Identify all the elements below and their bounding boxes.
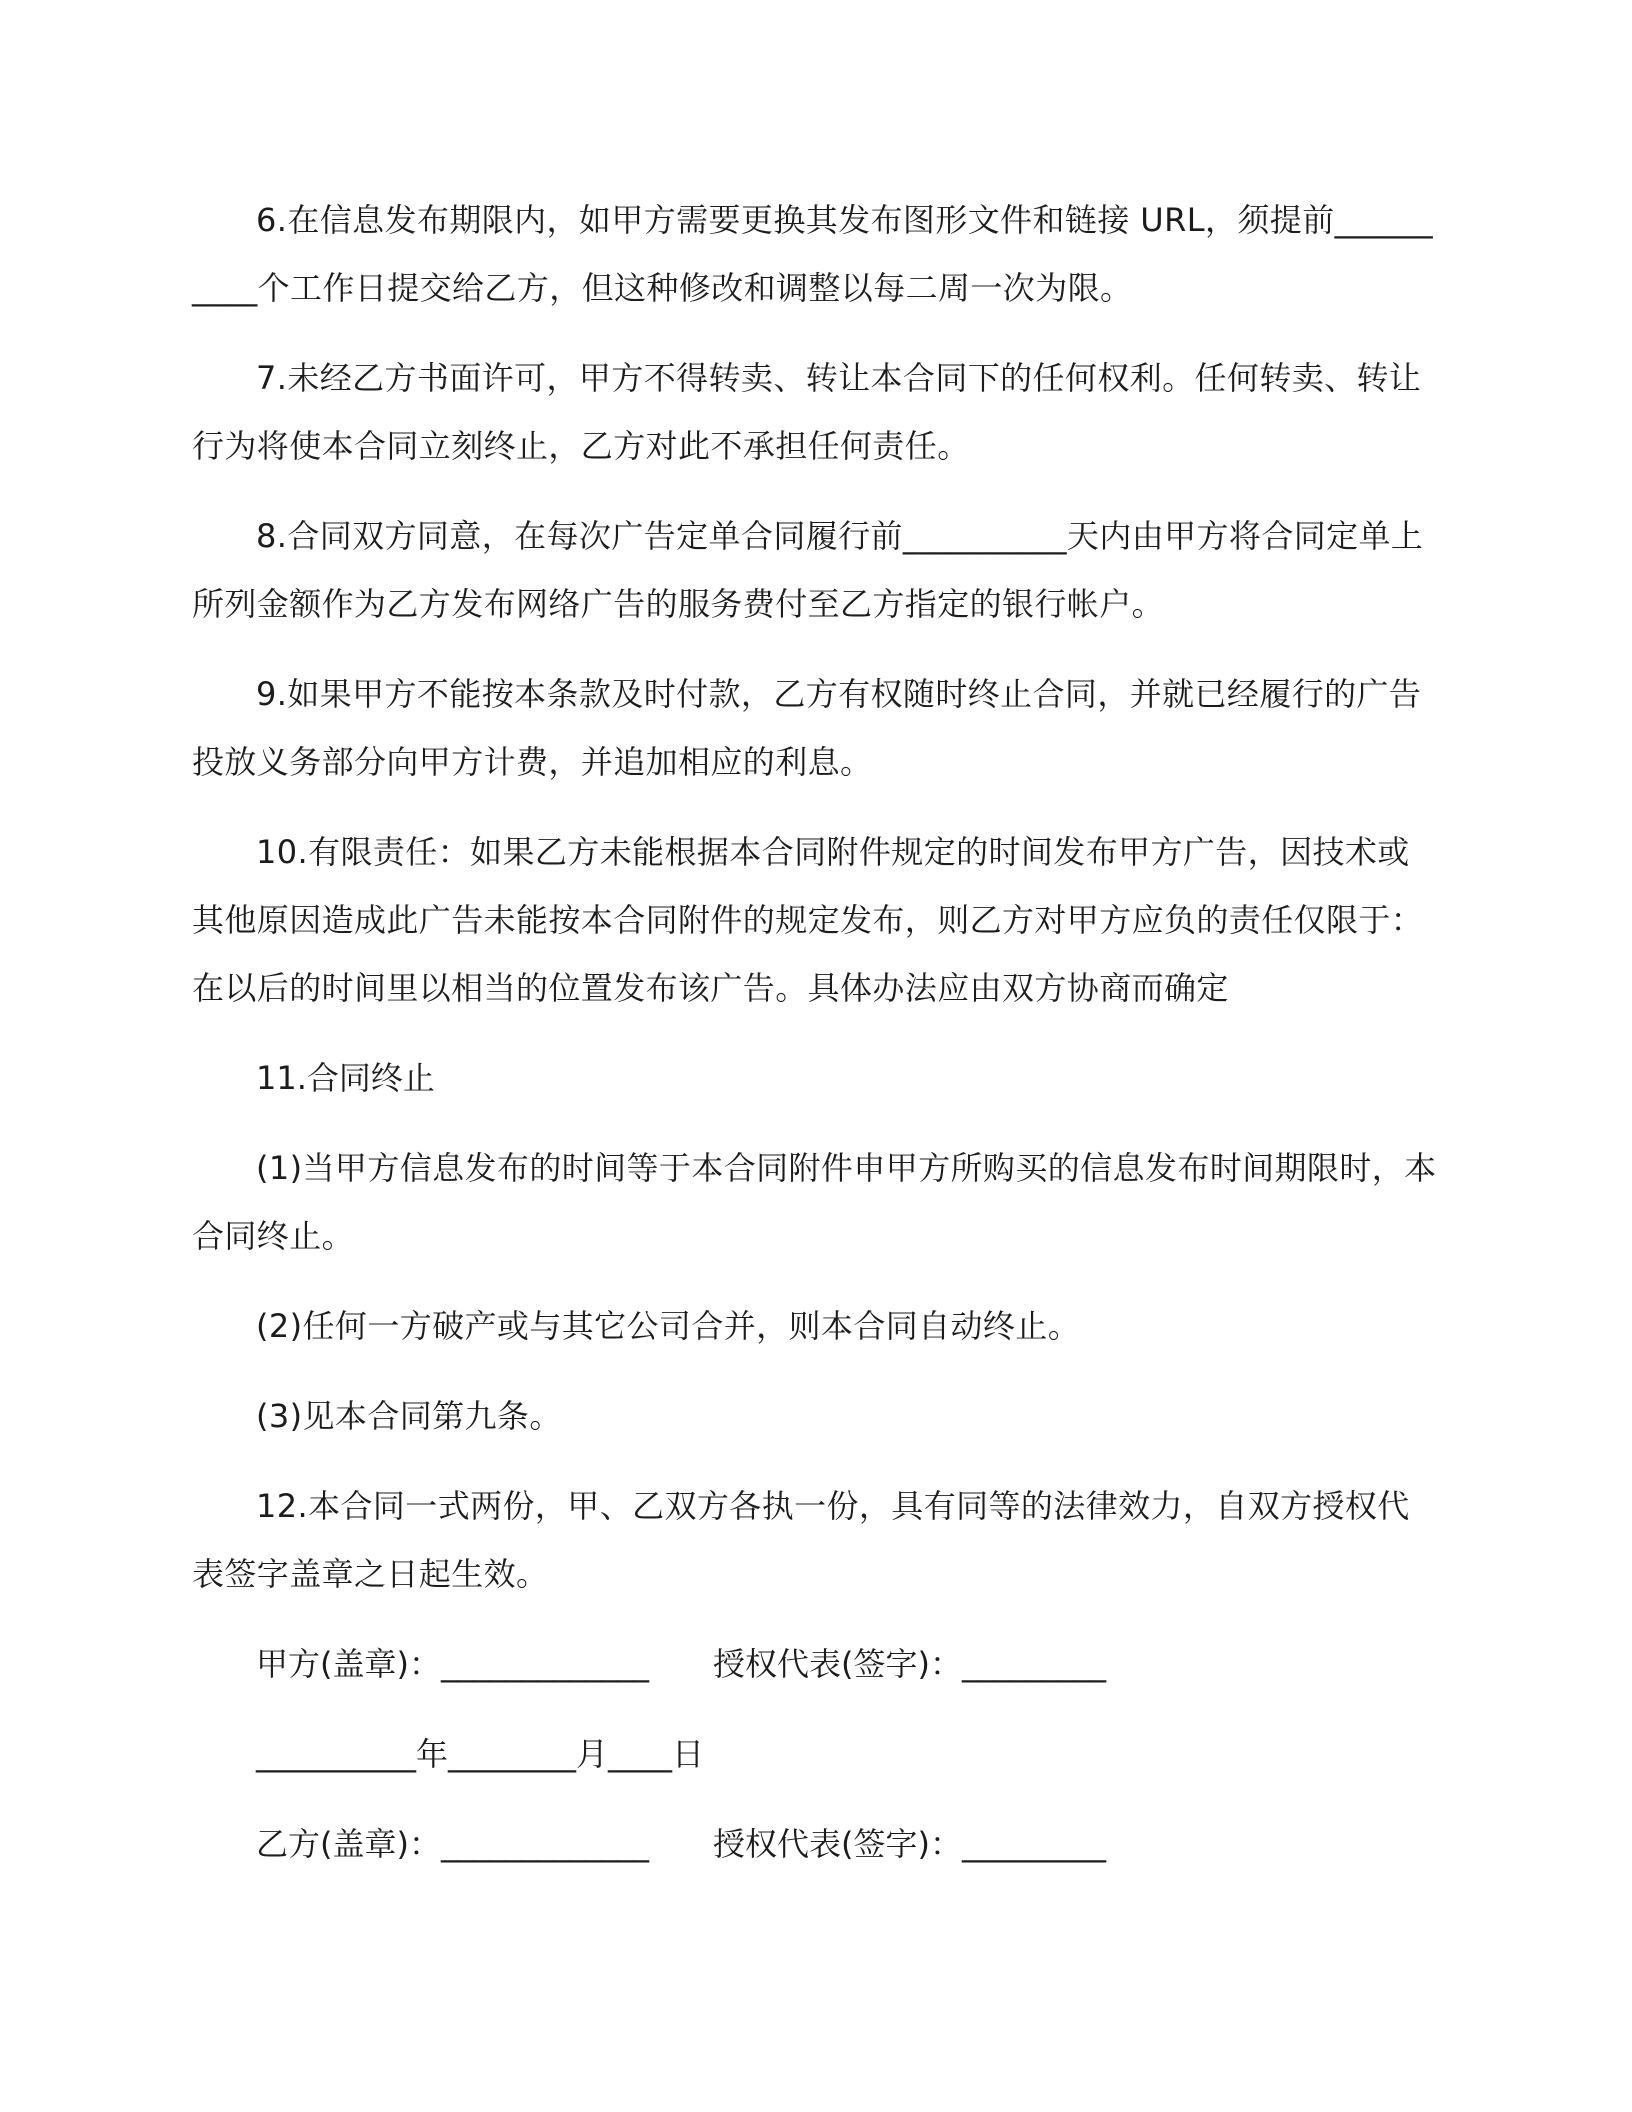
clause-11-item-1: (1)当甲方信息发布的时间等于本合同附件申甲方所购买的信息发布时间期限时，本合同终止。 [192, 1149, 1437, 1255]
clause-6: 6.在信息发布期限内，如甲方需要更换其发布图形文件和链接 URL，须提前__________个工作日提交给乙方，但这种修改和调整以每二周一次为限。 [192, 201, 1433, 307]
party-a-seal [256, 1630, 649, 1698]
party-b-seal [256, 1810, 649, 1878]
document-body [192, 186, 1442, 1900]
party-b-rep-label: 授权代表(签字)： [712, 1825, 962, 1863]
signing-date: __________年________月____日 [256, 1735, 705, 1773]
party-b-rep-blank: _________ [961, 1825, 1106, 1863]
clause-9: 9.如果甲方不能按本条款及时付款，乙方有权随时终止合同，并就已经履行的广告投放义务部分向甲方计费，并追加相应的利息。 [192, 675, 1422, 781]
party-b-signature-row [192, 1810, 1442, 1878]
party-a-rep-blank: _________ [961, 1645, 1106, 1683]
clause-7: 7.未经乙方书面许可，甲方不得转卖、转让本合同下的任何权利。任何转卖、转让行为将使本合同立刻终止，乙方对此不承担任何责任。 [192, 359, 1422, 465]
party-a-blank: _____________ [440, 1645, 649, 1683]
clause-10: 10.有限责任：如果乙方未能根据本合同附件规定的时间发布甲方广告，因技术或其他原因造成此广告未能按本合同附件的规定发布，则乙方对甲方应负的责任仅限于：在以后的时间里以相当的位置发布该广告。具体办法应由双方协商而确定 [192, 833, 1424, 1007]
clause-12: 12.本合同一式两份，甲、乙双方各执一份，具有同等的法律效力，自双方授权代表签字盖章之日起生效。 [192, 1487, 1410, 1593]
party-a-rep-label: 授权代表(签字)： [712, 1645, 962, 1683]
party-b-representative [713, 1810, 1106, 1878]
clause-11-item-2: (2)任何一方破产或与其它公司合并，则本合同自动终止。 [256, 1307, 1081, 1345]
party-a-signature-row [192, 1630, 1442, 1698]
party-a-representative [713, 1630, 1106, 1698]
clause-11-heading: 11.合同终止 [256, 1059, 435, 1097]
clause-11-item-3: (3)见本合同第九条。 [256, 1397, 562, 1435]
signing-date-row [192, 1720, 1442, 1788]
party-b-label: 乙方(盖章)： [256, 1825, 441, 1863]
party-a-label: 甲方(盖章)： [256, 1645, 441, 1683]
clause-8: 8.合同双方同意，在每次广告定单合同履行前__________天内由甲方将合同定单上所列金额作为乙方发布网络广告的服务费付至乙方指定的银行帐户。 [192, 517, 1424, 623]
party-b-blank: _____________ [440, 1825, 649, 1863]
